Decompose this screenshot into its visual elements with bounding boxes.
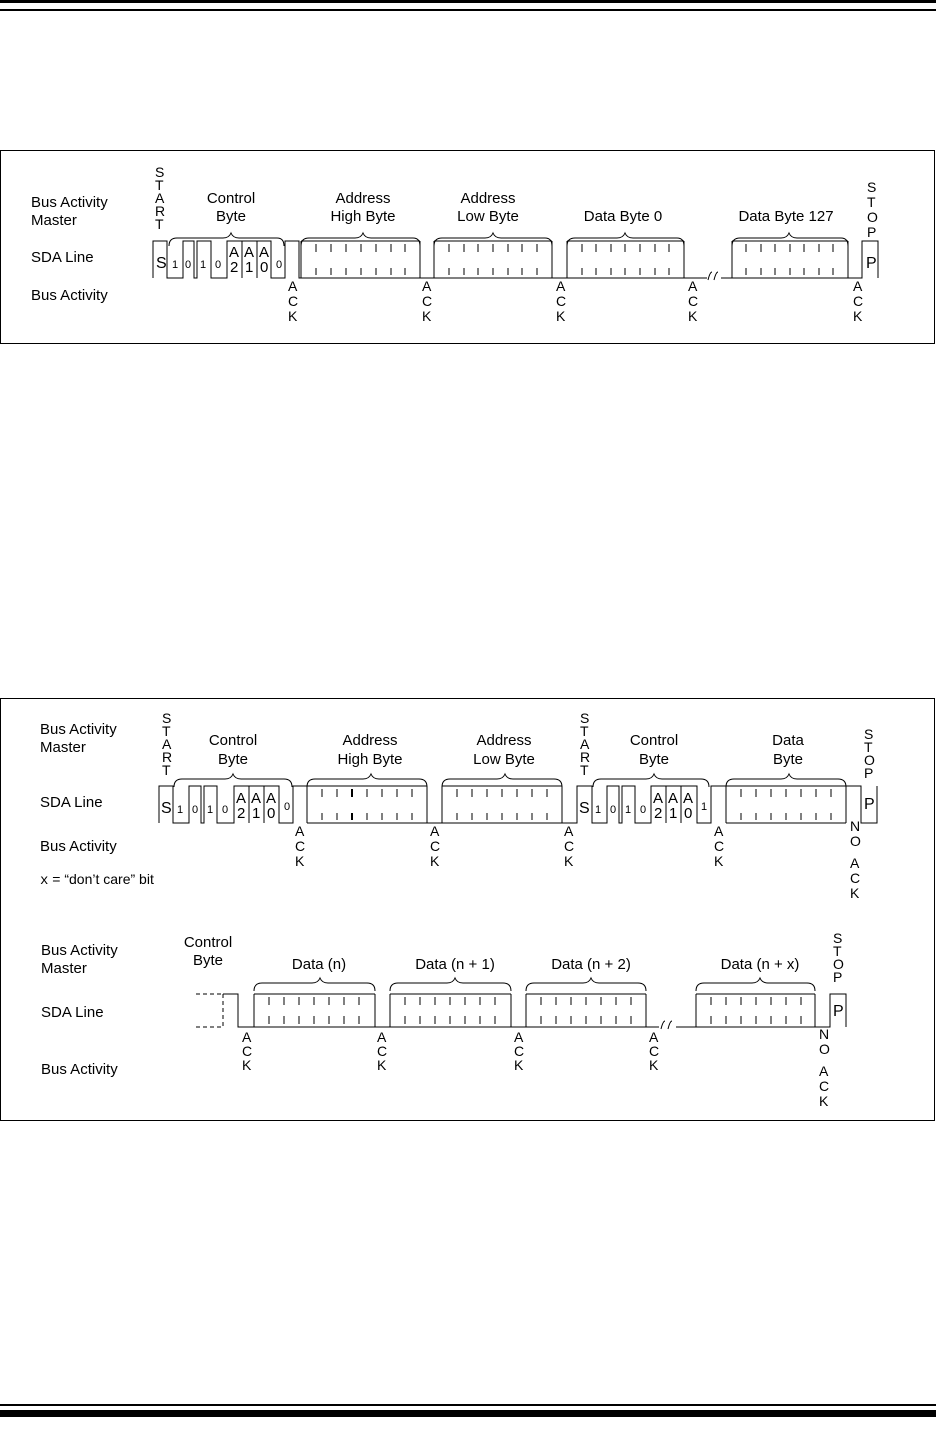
- f2-bit-1b: 1: [207, 804, 214, 816]
- f2-bit-0a: 0: [192, 804, 199, 816]
- f2b-ack-1: [242, 1029, 252, 1073]
- bottom-rule: [0, 1410, 936, 1417]
- svg-text:O: O: [864, 752, 875, 768]
- f2-start-bit-1: S: [161, 800, 172, 817]
- svg-text:T: T: [162, 762, 171, 778]
- f2-ack-top-4: [714, 823, 724, 869]
- svg-text:R: R: [162, 749, 173, 765]
- f2-group-databyte-1: Data: [772, 732, 804, 749]
- svg-text:A: A: [564, 823, 574, 839]
- svg-text:C: C: [242, 1043, 253, 1059]
- f2-braces-top: [174, 774, 846, 787]
- f2b-ack-4: [649, 1029, 659, 1073]
- svg-text:T: T: [155, 177, 164, 193]
- svg-text:A: A: [288, 278, 298, 294]
- svg-text:C: C: [850, 870, 861, 886]
- f2b-control-2: Byte: [192, 952, 224, 969]
- f2b-master-label-1: Bus Activity: [41, 942, 118, 959]
- svg-text:A: A: [819, 1063, 829, 1079]
- svg-text:T: T: [580, 762, 589, 778]
- svg-text:C: C: [853, 293, 864, 309]
- f1-a0-top: A: [259, 244, 270, 261]
- svg-text:A: A: [580, 736, 590, 752]
- f2b-group-data-n: Data (n): [291, 956, 347, 973]
- f1-bit-0b: 0: [215, 259, 222, 271]
- svg-text:C: C: [819, 1078, 830, 1094]
- top-rule: [0, 0, 936, 3]
- f2-ack-top-2: [430, 823, 440, 869]
- svg-text:O: O: [850, 833, 861, 849]
- f1-group-addrhigh-1: Address: [335, 190, 391, 207]
- f1-a1-bot: 1: [245, 259, 254, 276]
- f1-bit-1b: 1: [200, 259, 207, 271]
- f2b-ack-3: [514, 1029, 524, 1073]
- f2-group-addrhigh-1: Address: [342, 732, 398, 749]
- f1-start-bit: S: [156, 255, 167, 272]
- f2-group-addrlow-1: Address: [476, 732, 532, 749]
- f2-ack-top-1: [295, 823, 305, 869]
- f2b-group-data-n2: Data (n + 2): [551, 956, 631, 973]
- svg-text:S: S: [155, 164, 165, 180]
- f1-a1-top: A: [244, 244, 255, 261]
- f2b-slave-label: Bus Activity: [41, 1061, 118, 1078]
- f2-a1b-bot: 1: [669, 805, 678, 822]
- f1-slave-label: Bus Activity: [31, 287, 108, 304]
- f2-rw-read: 1: [701, 801, 708, 813]
- f2-group-control-2b: Byte: [638, 751, 670, 768]
- f2-a1-top: A: [251, 790, 262, 807]
- f2-ack-top-3: [564, 823, 574, 869]
- svg-text:C: C: [288, 293, 299, 309]
- svg-text:C: C: [430, 838, 441, 854]
- f2-group-addrhigh-2: High Byte: [337, 751, 403, 768]
- f2b-control-1: Control: [183, 934, 233, 951]
- svg-text:S: S: [864, 726, 874, 742]
- f2-sda-label: SDA Line: [40, 794, 103, 811]
- f1-ack-1: [288, 278, 298, 324]
- f1-bit-1a: 1: [172, 259, 179, 271]
- f1-stop-bit: P: [866, 255, 877, 272]
- f1-a0-bot: 0: [260, 259, 269, 276]
- bottom-rule-thin: [0, 1404, 936, 1406]
- f2-a2-bot: 2: [237, 805, 246, 822]
- f2b-sda-waveform: [196, 994, 846, 1029]
- svg-text:A: A: [422, 278, 432, 294]
- svg-text:A: A: [430, 823, 440, 839]
- f1-master-label-1: Bus Activity: [31, 194, 108, 211]
- f2-slave-label: Bus Activity: [40, 838, 117, 855]
- svg-text:A: A: [649, 1029, 659, 1045]
- f2-start-word-1: [162, 710, 172, 778]
- f2b-no-ack: [819, 1026, 830, 1109]
- f1-rw-bit: 0: [276, 259, 283, 271]
- f2-group-databyte-2: Byte: [772, 751, 804, 768]
- f2-rw-write: 0: [284, 801, 291, 813]
- f2b-ack-2: [377, 1029, 387, 1073]
- f2-a1-bot: 1: [252, 805, 261, 822]
- svg-text:R: R: [580, 749, 591, 765]
- svg-text:N: N: [819, 1026, 830, 1042]
- f2-no-ack-top: [850, 818, 861, 901]
- svg-text:A: A: [155, 190, 165, 206]
- f1-group-data0: Data Byte 0: [583, 208, 663, 225]
- f2-stop-word-top: [864, 726, 875, 781]
- f1-a2-top: A: [229, 244, 240, 261]
- svg-text:A: A: [714, 823, 724, 839]
- svg-text:A: A: [556, 278, 566, 294]
- f2-a2b-bot: 2: [654, 805, 663, 822]
- f1-stop-word: [867, 179, 878, 240]
- svg-text:C: C: [688, 293, 699, 309]
- svg-text:K: K: [242, 1057, 252, 1073]
- f2-a0b-top: A: [683, 790, 694, 807]
- f1-master-label-2: Master: [31, 212, 77, 229]
- f2-bit-0b: 0: [222, 804, 229, 816]
- f2-start-bit-2: S: [579, 800, 590, 817]
- svg-text:P: P: [864, 765, 874, 781]
- f2-bit2-1a: 1: [595, 804, 602, 816]
- svg-text:R: R: [155, 203, 166, 219]
- svg-text:S: S: [162, 710, 172, 726]
- f2-a2-top: A: [236, 790, 247, 807]
- f1-group-control-1: Control: [206, 190, 256, 207]
- f2b-master-label-2: Master: [41, 960, 87, 977]
- svg-text:K: K: [430, 853, 440, 869]
- svg-text:C: C: [714, 838, 725, 854]
- svg-text:C: C: [377, 1043, 388, 1059]
- f2-group-control-1b: Byte: [217, 751, 249, 768]
- svg-text:C: C: [564, 838, 575, 854]
- svg-text:C: C: [649, 1043, 660, 1059]
- svg-text:K: K: [514, 1057, 524, 1073]
- figure-page-write: [0, 150, 935, 344]
- svg-text:S: S: [833, 930, 843, 946]
- svg-text:C: C: [422, 293, 433, 309]
- f1-group-control-2: Byte: [215, 208, 247, 225]
- svg-text:K: K: [853, 308, 863, 324]
- f2-a0-bot: 0: [267, 805, 276, 822]
- svg-text:N: N: [850, 818, 861, 834]
- top-rule-thin: [0, 9, 936, 11]
- svg-text:P: P: [833, 969, 843, 985]
- svg-text:T: T: [580, 723, 589, 739]
- f1-group-addrhigh-2: High Byte: [330, 208, 396, 225]
- svg-text:A: A: [162, 736, 172, 752]
- f2-a2b-top: A: [653, 790, 664, 807]
- f1-sda-label: SDA Line: [31, 249, 94, 266]
- svg-text:S: S: [867, 179, 877, 195]
- f2-stop-bit-top: P: [864, 796, 875, 813]
- svg-text:K: K: [714, 853, 724, 869]
- f1-ack-4: [688, 278, 698, 324]
- svg-text:A: A: [242, 1029, 252, 1045]
- f1-start-word: [155, 164, 165, 232]
- f1-ack-2: [422, 278, 432, 324]
- f2-bit2-1b: 1: [625, 804, 632, 816]
- f1-ack-3: [556, 278, 566, 324]
- svg-text:T: T: [864, 739, 873, 755]
- svg-text:C: C: [295, 838, 306, 854]
- f2-bit-1a: 1: [177, 804, 184, 816]
- svg-text:A: A: [850, 855, 860, 871]
- svg-text:K: K: [295, 853, 305, 869]
- f2b-group-data-nx: Data (n + x): [720, 956, 800, 973]
- svg-text:O: O: [819, 1041, 830, 1057]
- svg-text:P: P: [867, 224, 877, 240]
- sequential-read-diagram: [1, 699, 936, 1122]
- f2b-sda-label: SDA Line: [41, 1004, 104, 1021]
- f1-ack-5: [853, 278, 863, 324]
- svg-text:K: K: [649, 1057, 659, 1073]
- svg-text:A: A: [853, 278, 863, 294]
- svg-text:A: A: [377, 1029, 387, 1045]
- svg-text:C: C: [556, 293, 567, 309]
- f2b-stop-bit: P: [833, 1003, 844, 1020]
- f1-bit-0a: 0: [185, 259, 192, 271]
- f2-master-label-1: Bus Activity: [40, 721, 117, 738]
- svg-text:T: T: [162, 723, 171, 739]
- svg-text:T: T: [155, 216, 164, 232]
- f2-start-word-2: [580, 710, 590, 778]
- svg-text:A: A: [295, 823, 305, 839]
- f2-master-label-2: Master: [40, 739, 86, 756]
- f1-group-addrlow-2: Low Byte: [457, 208, 519, 225]
- svg-text:T: T: [867, 194, 876, 210]
- f2-bit2-0b: 0: [640, 804, 647, 816]
- svg-text:K: K: [819, 1093, 829, 1109]
- svg-text:A: A: [514, 1029, 524, 1045]
- f2-a1b-top: A: [668, 790, 679, 807]
- svg-text:T: T: [833, 943, 842, 959]
- f2-group-control-2a: Control: [629, 732, 679, 749]
- f2-note: x = “don’t care” bit: [40, 871, 154, 889]
- svg-text:O: O: [833, 956, 844, 972]
- svg-text:K: K: [564, 853, 574, 869]
- f2b-group-data-n1: Data (n + 1): [415, 956, 495, 973]
- f2b-braces: [254, 978, 815, 991]
- f2-group-addrlow-2: Low Byte: [473, 751, 535, 768]
- svg-text:C: C: [514, 1043, 525, 1059]
- f2-a0b-bot: 0: [684, 805, 693, 822]
- svg-text:K: K: [377, 1057, 387, 1073]
- svg-text:A: A: [688, 278, 698, 294]
- svg-text:K: K: [422, 308, 432, 324]
- figure-sequential-read: [0, 698, 935, 1121]
- svg-text:S: S: [580, 710, 590, 726]
- f2-group-control-1a: Control: [208, 732, 258, 749]
- f1-a2-bot: 2: [230, 259, 239, 276]
- f2-bit2-0a: 0: [610, 804, 617, 816]
- page-write-diagram: [1, 151, 936, 345]
- svg-text:O: O: [867, 209, 878, 225]
- f1-group-addrlow-1: Address: [460, 190, 516, 207]
- svg-text:K: K: [556, 308, 566, 324]
- svg-text:K: K: [288, 308, 298, 324]
- f2b-stop-word: [833, 930, 844, 985]
- f2-a0-top: A: [266, 790, 277, 807]
- svg-text:K: K: [688, 308, 698, 324]
- svg-text:K: K: [850, 885, 860, 901]
- f1-group-data127: Data Byte 127: [738, 208, 834, 225]
